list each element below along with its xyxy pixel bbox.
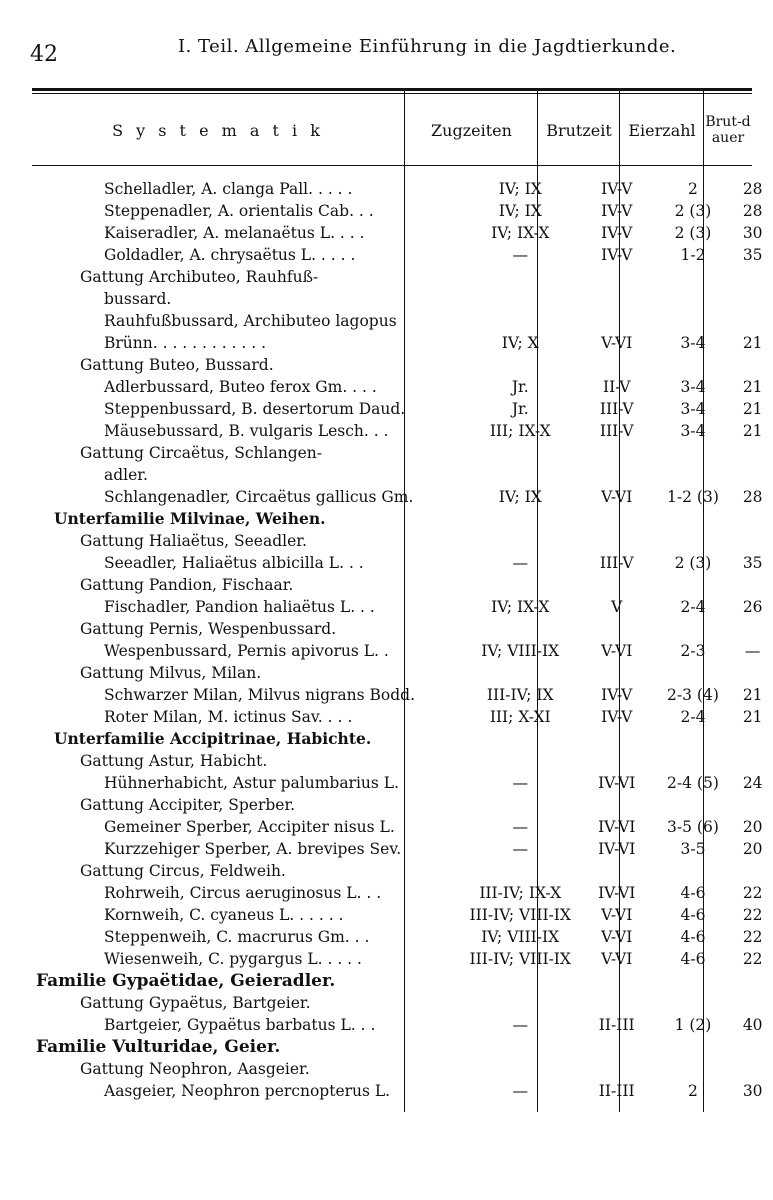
brutdauer-cell: 28	[742, 488, 763, 506]
zugzeiten-cell: III-IV; IX	[486, 686, 554, 704]
table-row	[36, 970, 773, 992]
taxon-cell: Familie Gypaëtidae, Geieradler.	[36, 971, 336, 991]
brutzeit-cell	[580, 750, 654, 772]
brutzeit-cell: IV-V	[601, 708, 633, 726]
brutdauer-cell: 28	[742, 180, 763, 198]
table-row	[36, 1058, 773, 1080]
taxon-cell: Kurzzehiger Sperber, A. brevipes Sev.	[104, 840, 402, 858]
table-row	[36, 838, 773, 860]
eierzahl-cell: 3-4	[680, 334, 706, 352]
eierzahl-cell: 3-5	[680, 840, 706, 858]
zugzeiten-cell: —	[512, 840, 528, 858]
brutzeit-cell: V-VI	[601, 334, 633, 352]
header-brutzeit: Brutzeit	[546, 120, 612, 140]
taxon-cell: Gattung Milvus, Milan.	[80, 664, 262, 682]
brutdauer-cell	[732, 618, 773, 640]
zugzeiten-cell: IV; IX	[498, 202, 542, 220]
table-row	[36, 354, 773, 376]
brutzeit-cell: V-VI	[601, 906, 633, 924]
zugzeiten-cell: IV; IX-X	[491, 224, 550, 242]
brutdauer-cell	[732, 794, 773, 816]
zugzeiten-cell: —	[512, 1082, 528, 1100]
eierzahl-cell: 1-2	[680, 246, 706, 264]
brutdauer-cell: —	[744, 642, 761, 660]
taxon-cell: Schelladler, A. clanga Pall. . . . .	[104, 180, 353, 198]
table-row	[36, 552, 773, 574]
brutdauer-cell	[732, 310, 773, 332]
zugzeiten-cell: —	[512, 246, 528, 264]
taxon-cell: Adlerbussard, Buteo ferox Gm. . . .	[104, 378, 377, 396]
zugzeiten-cell: IV; IX	[498, 180, 542, 198]
taxon-cell: bussard.	[104, 290, 172, 308]
table-row	[36, 266, 773, 288]
brutdauer-cell: 30	[742, 1082, 763, 1100]
taxon-cell: Gattung Pernis, Wespenbussard.	[80, 620, 337, 638]
table-row	[36, 992, 773, 1014]
eierzahl-cell	[654, 992, 733, 1014]
zugzeiten-cell	[461, 508, 580, 530]
eierzahl-cell	[654, 1036, 733, 1058]
taxon-cell: Schwarzer Milan, Milvus nigrans Bodd.	[104, 686, 416, 704]
taxon-cell: Familie Vulturidae, Geier.	[36, 1037, 281, 1057]
brutzeit-cell: IV-V	[601, 246, 633, 264]
taxon-cell: Gattung Archibuteo, Rauhfuß-	[80, 268, 319, 286]
eierzahl-cell: 3-5 (6)	[667, 818, 719, 836]
brutzeit-cell	[580, 970, 654, 992]
brutzeit-cell: V-VI	[601, 642, 633, 660]
brutzeit-cell	[580, 310, 654, 332]
taxon-cell: Wiesenweih, C. pygargus L. . . . .	[104, 950, 362, 968]
zugzeiten-cell	[461, 970, 580, 992]
brutdauer-cell: 28	[742, 202, 763, 220]
taxon-cell: Gattung Circaëtus, Schlangen-	[80, 444, 323, 462]
zugzeiten-cell	[461, 750, 580, 772]
taxon-cell: Mäusebussard, B. vulgaris Lesch. . .	[104, 422, 389, 440]
zugzeiten-cell	[461, 794, 580, 816]
zugzeiten-cell	[461, 530, 580, 552]
brutzeit-cell	[580, 1058, 654, 1080]
brutzeit-cell: IV-VI	[598, 774, 636, 792]
brutdauer-cell: 20	[742, 840, 763, 858]
brutzeit-cell: IV-V	[601, 686, 633, 704]
zugzeiten-cell: —	[512, 774, 528, 792]
brutdauer-cell	[732, 662, 773, 684]
zugzeiten-cell: —	[512, 818, 528, 836]
brutzeit-cell: V-VI	[601, 488, 633, 506]
taxon-cell: Fischadler, Pandion haliaëtus L. . .	[104, 598, 375, 616]
zugzeiten-cell: —	[512, 554, 528, 572]
table-row	[36, 200, 773, 222]
brutzeit-cell	[580, 508, 654, 530]
table-row	[36, 926, 773, 948]
brutdauer-cell	[732, 728, 773, 750]
brutzeit-cell	[580, 464, 654, 486]
brutzeit-cell	[580, 574, 654, 596]
eierzahl-cell	[654, 618, 733, 640]
table-row	[36, 222, 773, 244]
brutdauer-cell	[732, 354, 773, 376]
header-systematik: S y s t e m a t i k	[112, 120, 324, 140]
brutzeit-cell: IV-VI	[598, 840, 636, 858]
eierzahl-cell	[654, 288, 733, 310]
zugzeiten-cell: —	[512, 1016, 528, 1034]
brutzeit-cell	[580, 1036, 654, 1058]
eierzahl-cell	[654, 310, 733, 332]
eierzahl-cell: 2 (3)	[674, 224, 712, 242]
eierzahl-cell: 1 (2)	[674, 1016, 712, 1034]
header-zugzeiten: Zugzeiten	[431, 120, 512, 140]
brutdauer-cell	[732, 1036, 773, 1058]
zugzeiten-cell: Jr.	[511, 378, 529, 396]
brutdauer-cell: 30	[742, 224, 763, 242]
zugzeiten-cell: IV; IX	[498, 488, 542, 506]
eierzahl-cell	[654, 1058, 733, 1080]
taxon-cell: Gattung Accipiter, Sperber.	[80, 796, 296, 814]
zugzeiten-cell: III-IV; VIII-IX	[469, 950, 571, 968]
taxon-cell: Goldadler, A. chrysaëtus L. . . . .	[104, 246, 356, 264]
eierzahl-cell: 2 (3)	[674, 554, 712, 572]
brutzeit-cell	[580, 288, 654, 310]
brutdauer-cell: 22	[742, 950, 763, 968]
brutzeit-cell: IV-VI	[598, 818, 636, 836]
table-row	[36, 750, 773, 772]
brutdauer-cell: 20	[742, 818, 763, 836]
brutzeit-cell	[580, 266, 654, 288]
zugzeiten-cell	[461, 310, 580, 332]
brutzeit-cell: III-V	[599, 554, 634, 572]
brutdauer-cell	[732, 288, 773, 310]
brutzeit-cell: IV-VI	[598, 884, 636, 902]
zugzeiten-cell: Jr.	[511, 400, 529, 418]
brutzeit-cell: II-III	[598, 1082, 635, 1100]
page-header	[30, 34, 743, 67]
table-row	[36, 618, 773, 640]
eierzahl-cell: 2 (3)	[674, 202, 712, 220]
brutdauer-cell	[732, 442, 773, 464]
table-row	[36, 684, 773, 706]
zugzeiten-cell	[461, 574, 580, 596]
taxon-cell: Hühnerhabicht, Astur palumbarius L.	[104, 774, 400, 792]
taxon-cell: adler.	[104, 466, 148, 484]
table-row	[36, 244, 773, 266]
taxon-cell: Steppenweih, C. macrurus Gm. . .	[104, 928, 370, 946]
eierzahl-cell	[654, 728, 733, 750]
eierzahl-cell: 3-4	[680, 422, 706, 440]
brutzeit-cell	[580, 354, 654, 376]
taxon-cell: Schlangenadler, Circaëtus gallicus Gm.	[104, 488, 414, 506]
zugzeiten-cell: III; X-XI	[489, 708, 551, 726]
table-row	[36, 442, 773, 464]
taxon-cell: Kaiseradler, A. melanaëtus L. . . .	[104, 224, 365, 242]
brutzeit-cell	[580, 728, 654, 750]
brutdauer-cell: 40	[742, 1016, 763, 1034]
eierzahl-cell	[654, 508, 733, 530]
table-row	[36, 816, 773, 838]
taxon-cell: Wespenbussard, Pernis apivorus L. .	[104, 642, 389, 660]
eierzahl-cell	[654, 662, 733, 684]
brutdauer-cell	[732, 508, 773, 530]
table-row	[36, 662, 773, 684]
taxon-cell: Bartgeier, Gypaëtus barbatus L. . .	[104, 1016, 376, 1034]
taxon-cell: Roter Milan, M. ictinus Sav. . . .	[104, 708, 353, 726]
eierzahl-cell: 2-4 (5)	[667, 774, 719, 792]
brutdauer-cell: 21	[742, 378, 763, 396]
brutzeit-cell	[580, 442, 654, 464]
eierzahl-cell	[654, 354, 733, 376]
taxon-cell: Gemeiner Sperber, Accipiter nisus L.	[104, 818, 395, 836]
table-row	[36, 904, 773, 926]
brutzeit-cell: III-V	[599, 422, 634, 440]
eierzahl-cell: 2	[688, 1082, 698, 1100]
zugzeiten-cell: III-IV; IX-X	[479, 884, 562, 902]
eierzahl-cell	[654, 442, 733, 464]
eierzahl-cell	[654, 530, 733, 552]
zugzeiten-cell	[461, 464, 580, 486]
table-row	[36, 882, 773, 904]
eierzahl-cell: 2-4	[680, 708, 706, 726]
table-row	[36, 1014, 773, 1036]
brutdauer-cell	[732, 530, 773, 552]
eierzahl-cell	[654, 970, 733, 992]
zugzeiten-cell: IV; VIII-IX	[481, 928, 560, 946]
taxon-cell: Unterfamilie Milvinae, Weihen.	[54, 509, 326, 528]
table-row	[36, 332, 773, 354]
table-row	[36, 772, 773, 794]
brutdauer-cell: 35	[742, 554, 763, 572]
brutdauer-cell: 22	[742, 906, 763, 924]
eierzahl-cell: 2-4	[680, 598, 706, 616]
taxon-cell: Gattung Haliaëtus, Seeadler.	[80, 532, 307, 550]
table-row	[36, 178, 773, 200]
brutdauer-cell: 21	[742, 422, 763, 440]
brutdauer-cell: 35	[742, 246, 763, 264]
zugzeiten-cell: IV; IX-X	[491, 598, 550, 616]
table-row	[36, 310, 773, 332]
eierzahl-cell	[654, 860, 733, 882]
taxon-cell: Unterfamilie Accipitrinae, Habichte.	[54, 729, 372, 748]
eierzahl-cell: 3-4	[680, 400, 706, 418]
zugzeiten-cell: III; IX-X	[489, 422, 551, 440]
table-row	[36, 398, 773, 420]
systematik-table	[36, 178, 773, 1102]
table-row	[36, 1036, 773, 1058]
eierzahl-cell	[654, 794, 733, 816]
taxon-cell: Gattung Neophron, Aasgeier.	[80, 1060, 310, 1078]
brutdauer-cell	[732, 860, 773, 882]
zugzeiten-cell	[461, 728, 580, 750]
table-row	[36, 640, 773, 662]
taxon-cell: Gattung Buteo, Bussard.	[80, 356, 274, 374]
zugzeiten-cell	[461, 442, 580, 464]
table-row	[36, 706, 773, 728]
table-row	[36, 596, 773, 618]
zugzeiten-cell	[461, 618, 580, 640]
brutdauer-cell: 22	[742, 884, 763, 902]
table-row	[36, 486, 773, 508]
eierzahl-cell: 2-3	[680, 642, 706, 660]
brutdauer-cell	[732, 464, 773, 486]
eierzahl-cell	[654, 266, 733, 288]
taxon-cell: Aasgeier, Neophron percnopterus L.	[104, 1082, 391, 1100]
table-row	[36, 420, 773, 442]
table-row	[36, 574, 773, 596]
table-top-rule-thin	[32, 93, 752, 94]
taxon-cell: Gattung Pandion, Fischaar.	[80, 576, 294, 594]
eierzahl-cell: 4-6	[680, 928, 706, 946]
brutdauer-cell	[732, 1058, 773, 1080]
brutzeit-cell: IV-V	[601, 224, 633, 242]
eierzahl-cell: 4-6	[680, 906, 706, 924]
zugzeiten-cell	[461, 1058, 580, 1080]
brutdauer-cell	[732, 992, 773, 1014]
brutdauer-cell: 24	[742, 774, 763, 792]
brutzeit-cell	[580, 992, 654, 1014]
taxon-cell: Gattung Astur, Habicht.	[80, 752, 268, 770]
brutdauer-cell: 21	[742, 686, 763, 704]
eierzahl-cell: 4-6	[680, 884, 706, 902]
zugzeiten-cell	[461, 354, 580, 376]
taxon-cell: Rauhfußbussard, Archibuteo lagopus	[104, 312, 397, 330]
page-number: 42	[30, 42, 58, 67]
table-row	[36, 728, 773, 750]
table-top-rule	[32, 88, 752, 91]
table-row	[36, 860, 773, 882]
zugzeiten-cell: IV; VIII-IX	[481, 642, 560, 660]
taxon-cell: Brünn. . . . . . . . . . . .	[104, 334, 267, 352]
table-row	[36, 288, 773, 310]
brutdauer-cell	[732, 574, 773, 596]
brutzeit-cell: II-V	[602, 378, 631, 396]
table-row	[36, 1080, 773, 1102]
eierzahl-cell: 4-6	[680, 950, 706, 968]
eierzahl-cell	[654, 464, 733, 486]
taxon-cell: Rohrweih, Circus aeruginosus L. . .	[104, 884, 382, 902]
zugzeiten-cell	[461, 992, 580, 1014]
taxon-cell: Steppenbussard, B. desertorum Daud.	[104, 400, 406, 418]
brutdauer-cell: 21	[742, 400, 763, 418]
taxon-cell: Seeadler, Haliaëtus albicilla L. . .	[104, 554, 364, 572]
table-row	[36, 794, 773, 816]
zugzeiten-cell	[461, 266, 580, 288]
brutzeit-cell: V	[611, 598, 623, 616]
brutzeit-cell	[580, 860, 654, 882]
table-header-rule	[32, 165, 752, 166]
header-eierzahl: Eierzahl	[628, 120, 696, 140]
taxon-cell: Kornweih, C. cyaneus L. . . . . .	[104, 906, 344, 924]
table-row	[36, 508, 773, 530]
eierzahl-cell: 2-3 (4)	[667, 686, 719, 704]
table-row	[36, 530, 773, 552]
taxon-cell: Gattung Circus, Feldweih.	[80, 862, 286, 880]
brutzeit-cell: IV-V	[601, 180, 633, 198]
eierzahl-cell: 2	[688, 180, 698, 198]
brutzeit-cell: II-III	[598, 1016, 635, 1034]
brutdauer-cell: 21	[742, 334, 763, 352]
zugzeiten-cell: III-IV; VIII-IX	[469, 906, 571, 924]
brutdauer-cell	[732, 750, 773, 772]
brutzeit-cell	[580, 530, 654, 552]
zugzeiten-cell	[461, 1036, 580, 1058]
eierzahl-cell	[654, 574, 733, 596]
brutdauer-cell: 22	[742, 928, 763, 946]
running-title: I. Teil. Allgemeine Einführung in die Jagdtierkunde.	[178, 36, 677, 57]
brutzeit-cell: V-VI	[601, 928, 633, 946]
brutzeit-cell: IV-V	[601, 202, 633, 220]
brutdauer-cell	[732, 266, 773, 288]
table-row	[36, 376, 773, 398]
brutzeit-cell	[580, 662, 654, 684]
table-row	[36, 948, 773, 970]
zugzeiten-cell	[461, 860, 580, 882]
brutdauer-cell: 26	[742, 598, 763, 616]
zugzeiten-cell	[461, 662, 580, 684]
brutdauer-cell	[732, 970, 773, 992]
eierzahl-cell: 1-2 (3)	[667, 488, 719, 506]
taxon-cell: Gattung Gypaëtus, Bartgeier.	[80, 994, 311, 1012]
brutzeit-cell: V-VI	[601, 950, 633, 968]
brutzeit-cell: III-V	[599, 400, 634, 418]
zugzeiten-cell: IV; X	[501, 334, 539, 352]
brutzeit-cell	[580, 618, 654, 640]
brutzeit-cell	[580, 794, 654, 816]
eierzahl-cell	[654, 750, 733, 772]
brutdauer-cell: 21	[742, 708, 763, 726]
table-row	[36, 464, 773, 486]
zugzeiten-cell	[461, 288, 580, 310]
taxon-cell: Steppenadler, A. orientalis Cab. . .	[104, 202, 374, 220]
header-brutdauer: Brut-dauer	[705, 114, 751, 146]
eierzahl-cell: 3-4	[680, 378, 706, 396]
